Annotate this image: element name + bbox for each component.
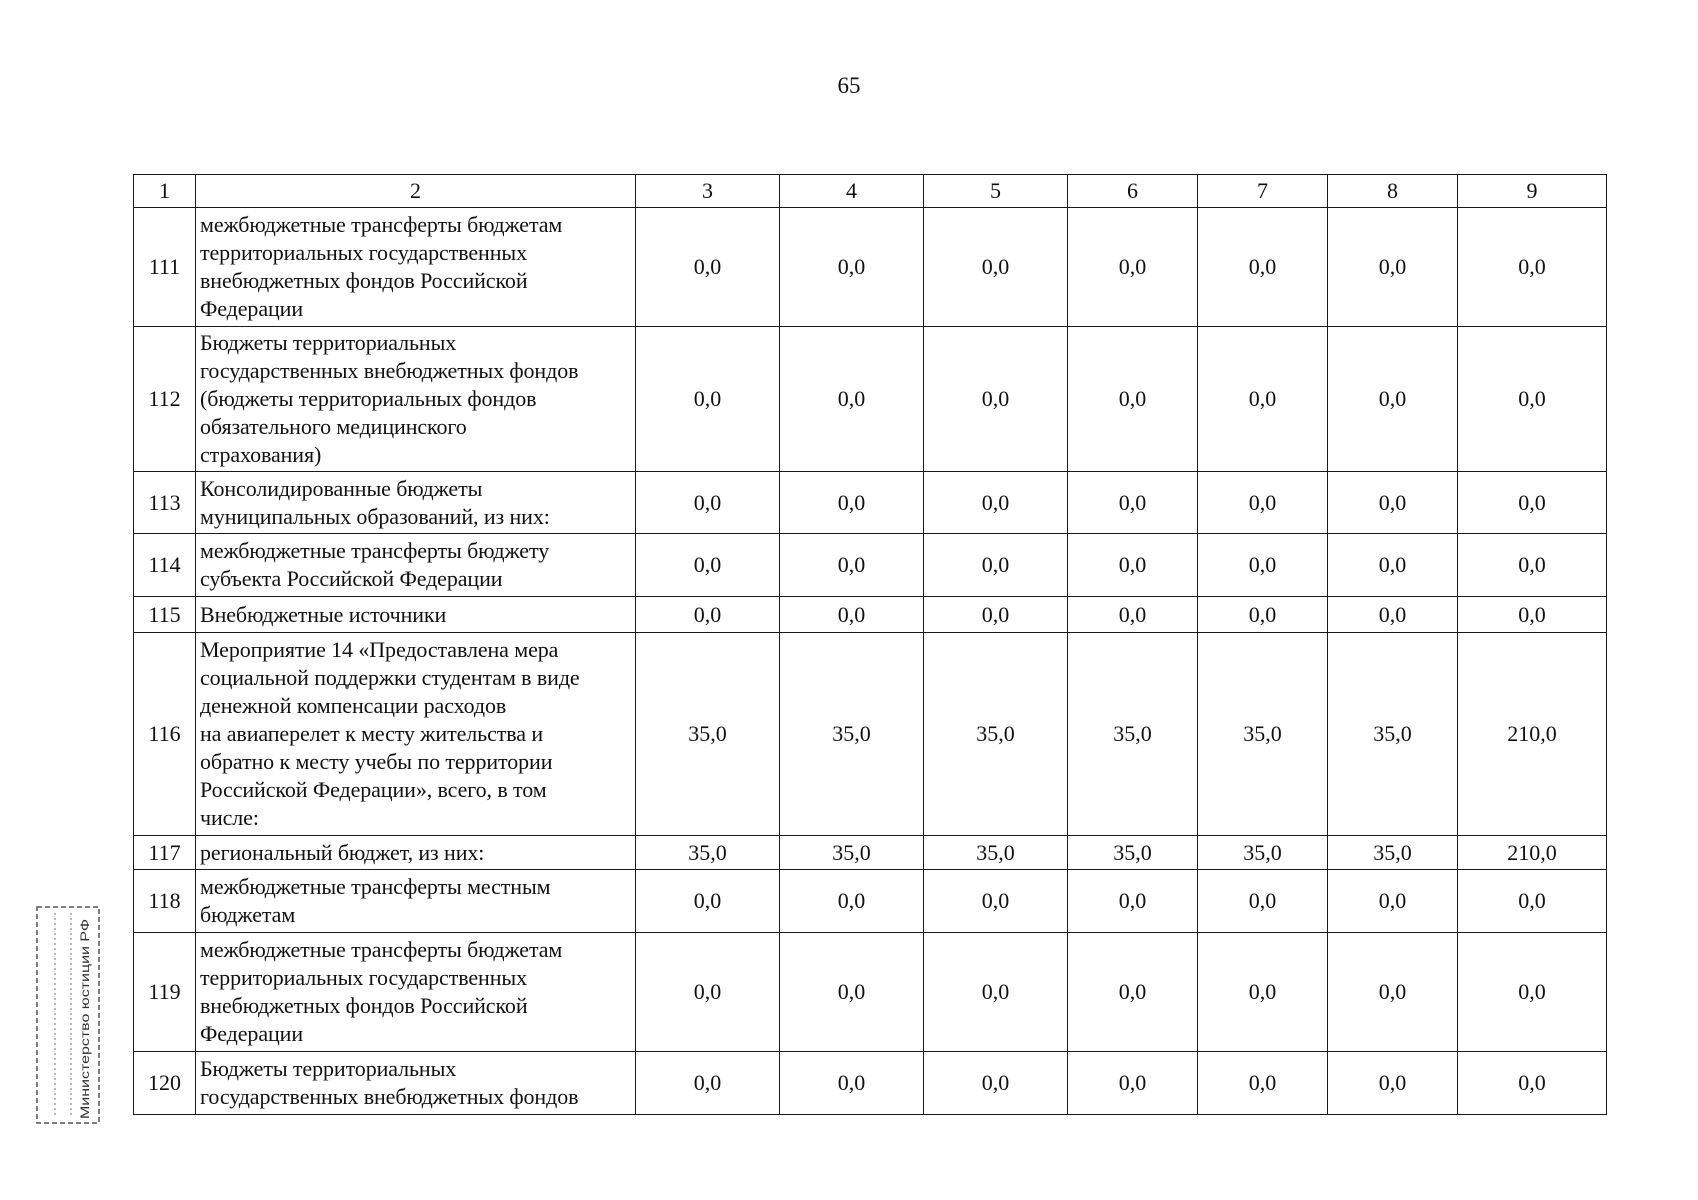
row-description: межбюджетные трансферты бюджетам территориальных государственных внебюджетных фондов Российской Федерации [196,933,636,1052]
row-number: 118 [134,870,196,933]
row-value: 0,0 [1198,933,1328,1052]
row-number: 114 [134,534,196,597]
page-number: 65 [837,73,861,98]
row-value: 35,0 [1328,836,1458,870]
row-value: 0,0 [1198,870,1328,933]
row-value: 0,0 [636,472,780,534]
row-value: 35,0 [1198,836,1328,870]
row-value: 0,0 [1328,1052,1458,1115]
row-value: 0,0 [780,472,924,534]
row-value: 35,0 [1198,633,1328,836]
header-col-1: 1 [134,175,196,208]
row-value: 0,0 [636,327,780,472]
row-description: региональный бюджет, из них: [196,836,636,870]
row-value: 0,0 [636,933,780,1052]
header-col-7: 7 [1198,175,1328,208]
table-row [134,534,1607,597]
row-value: 35,0 [636,836,780,870]
header-col-2: 2 [196,175,636,208]
row-value: 35,0 [924,633,1068,836]
row-value: 0,0 [1458,472,1607,534]
row-description: Мероприятие 14 «Предоставлена мера социальной поддержки студентам в виде денежной компенсации расходов на авиаперелет к месту жительства и обратно к месту учебы по территории Российской Федерации», всего, в том числе: [196,633,636,836]
row-value: 0,0 [780,933,924,1052]
row-value: 0,0 [1068,208,1198,327]
row-value: 0,0 [636,208,780,327]
row-value: 0,0 [924,933,1068,1052]
row-value: 0,0 [1328,597,1458,633]
row-value: 0,0 [1328,327,1458,472]
row-number: 120 [134,1052,196,1115]
row-value: 0,0 [780,597,924,633]
row-value: 0,0 [924,472,1068,534]
row-number: 113 [134,472,196,534]
table-row [134,870,1607,933]
budget-table [133,174,1607,1115]
row-value: 35,0 [780,633,924,836]
row-value: 0,0 [780,327,924,472]
row-number: 119 [134,933,196,1052]
registration-stamp [33,905,113,1127]
row-value: 0,0 [1198,327,1328,472]
row-value: 35,0 [636,633,780,836]
row-value: 35,0 [1328,633,1458,836]
row-value: 0,0 [1458,327,1607,472]
row-description: Бюджеты территориальных государственных внебюджетных фондов (бюджеты территориальных фондов обязательного медицинского страхования) [196,327,636,472]
row-value: 0,0 [924,327,1068,472]
row-description: Внебюджетные источники [196,597,636,633]
row-value: 0,0 [1328,208,1458,327]
row-number: 112 [134,327,196,472]
stamp-text: Министерство юстиции РФ [78,968,92,1119]
row-value: 0,0 [1068,870,1198,933]
row-number: 117 [134,836,196,870]
row-value: 35,0 [780,836,924,870]
row-value: 0,0 [924,870,1068,933]
row-value: 0,0 [924,597,1068,633]
row-value: 0,0 [1198,208,1328,327]
row-description: Бюджеты территориальных государственных внебюджетных фондов [196,1052,636,1115]
row-value: 0,0 [1328,933,1458,1052]
table-row [134,472,1607,534]
table-row [134,836,1607,870]
row-number: 116 [134,633,196,836]
row-value: 210,0 [1458,836,1607,870]
row-value: 0,0 [1068,472,1198,534]
row-value: 0,0 [780,870,924,933]
row-value: 0,0 [1068,534,1198,597]
row-value: 0,0 [1328,472,1458,534]
row-value: 0,0 [1458,1052,1607,1115]
row-value: 0,0 [1328,870,1458,933]
row-value: 35,0 [1068,633,1198,836]
row-value: 0,0 [1458,597,1607,633]
row-value: 0,0 [924,1052,1068,1115]
row-value: 0,0 [1068,1052,1198,1115]
header-col-4: 4 [780,175,924,208]
header-col-5: 5 [924,175,1068,208]
row-value: 0,0 [780,1052,924,1115]
row-value: 0,0 [1068,597,1198,633]
row-value: 0,0 [1458,208,1607,327]
table-row [134,597,1607,633]
row-value: 0,0 [1198,1052,1328,1115]
table-row [134,933,1607,1052]
header-row [134,175,1607,208]
row-number: 115 [134,597,196,633]
row-value: 0,0 [636,597,780,633]
header-col-3: 3 [636,175,780,208]
row-value: 0,0 [1198,472,1328,534]
row-value: 35,0 [1068,836,1198,870]
header-col-6: 6 [1068,175,1198,208]
header-col-9: 9 [1458,175,1607,208]
row-value: 0,0 [780,534,924,597]
row-value: 0,0 [1328,534,1458,597]
table-row [134,208,1607,327]
table-row [134,633,1607,836]
row-description: межбюджетные трансферты бюджету субъекта Российской Федерации [196,534,636,597]
table-row [134,327,1607,472]
row-description: межбюджетные трансферты местным бюджетам [196,870,636,933]
table-row [134,1052,1607,1115]
row-value: 35,0 [924,836,1068,870]
row-value: 0,0 [780,208,924,327]
row-number: 111 [134,208,196,327]
row-value: 210,0 [1458,633,1607,836]
header-col-8: 8 [1328,175,1458,208]
row-value: 0,0 [1458,534,1607,597]
row-value: 0,0 [924,534,1068,597]
row-value: 0,0 [1068,933,1198,1052]
row-value: 0,0 [1198,597,1328,633]
row-value: 0,0 [924,208,1068,327]
row-description: Консолидированные бюджеты муниципальных образований, из них: [196,472,636,534]
row-description: межбюджетные трансферты бюджетам территориальных государственных внебюджетных фондов Российской Федерации [196,208,636,327]
row-value: 0,0 [636,870,780,933]
row-value: 0,0 [636,1052,780,1115]
row-value: 0,0 [1458,933,1607,1052]
row-value: 0,0 [1458,870,1607,933]
row-value: 0,0 [636,534,780,597]
row-value: 0,0 [1068,327,1198,472]
row-value: 0,0 [1198,534,1328,597]
